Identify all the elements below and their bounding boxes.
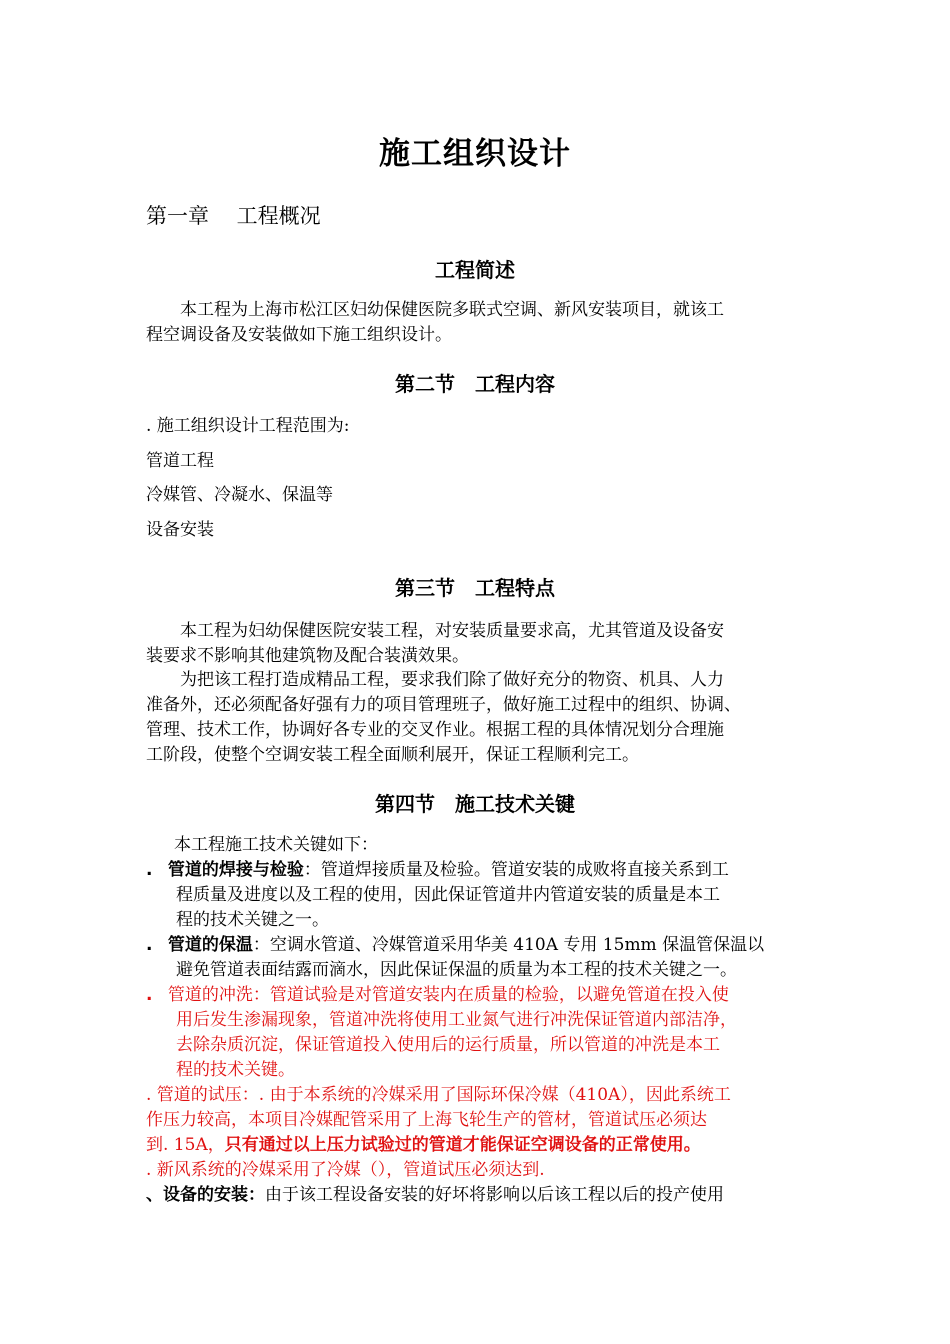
paragraph-line: 装要求不影响其他建筑物及配合装潢效果。 xyxy=(146,646,469,666)
paragraph-line: 工阶段，使整个空调安装工程全面顺利展开，保证工程顺利完工。 xyxy=(146,745,639,765)
list-item: . 管道的试压：. 由于本系统的冷媒采用了国际环保冷媒（410A），因此系统工 xyxy=(146,1085,731,1105)
paragraph-line: . 施工组织设计工程范围为: xyxy=(146,416,350,436)
section-heading-features: 第三节 工程特点 xyxy=(395,576,555,600)
paragraph-line: 本工程为妇幼保健医院安装工程，对安装质量要求高，尤其管道及设备安 xyxy=(180,621,724,641)
section-heading-overview: 工程简述 xyxy=(435,258,515,282)
paragraph-line: 为把该工程打造成精品工程，要求我们除了做好充分的物资、机具、人力 xyxy=(180,670,724,690)
item-text: ：管道焊接质量及检验。管道安装的成败将直接关系到工 xyxy=(303,860,729,880)
item-label: 管道的焊接与检验 xyxy=(167,860,304,880)
list-item xyxy=(146,983,729,1008)
paragraph-line: 管理、技术工作，协调好各专业的交叉作业。根据工程的具体情况划分合理施 xyxy=(146,720,724,740)
list-item: . 新风系统的冷媒采用了冷媒（），管道试压必须达到. xyxy=(146,1160,545,1180)
paragraph-line: 避免管道表面结露而滴水，因此保证保温的质量为本工程的技术关键之一。 xyxy=(176,960,737,980)
bullet: . xyxy=(146,985,153,1005)
item-emphasis: 只有通过以上压力试验过的管道才能保证空调设备的正常使用。 xyxy=(224,1135,701,1155)
chapter-heading: 第一章 工程概况 xyxy=(146,204,321,228)
paragraph-line: 程质量及进度以及工程的使用，因此保证管道井内管道安装的质量是本工 xyxy=(176,885,720,905)
bullet: . xyxy=(146,860,153,880)
paragraph-line: 作压力较高，本项目冷媒配管采用了上海飞轮生产的管材，管道试压必须达 xyxy=(146,1110,707,1130)
item-text: ：空调水管道、冷媒管道采用华美 410A 专用 15mm 保温管保温以 xyxy=(252,935,765,955)
list-item: 设备安装 xyxy=(146,520,214,540)
item-label: 、设备的安装： xyxy=(146,1185,265,1205)
item-text: 到. 15A， xyxy=(146,1135,225,1155)
list-item xyxy=(146,933,764,958)
paragraph-line xyxy=(146,1133,701,1158)
paragraph-line: 用后发生渗漏现象，管道冲洗将使用工业氮气进行冲洗保证管道内部洁净， xyxy=(176,1010,737,1030)
document-title: 施工组织设计 xyxy=(379,136,571,172)
item-label: 管道的保温 xyxy=(167,935,253,955)
paragraph-line: 准备外，还必须配备好强有力的项目管理班子，做好施工过程中的组织、协调、 xyxy=(146,695,741,715)
paragraph-line: 程的技术关键。 xyxy=(176,1060,295,1080)
paragraph-line: 本工程为上海市松江区妇幼保健医院多联式空调、新风安装项目，就该工 xyxy=(180,300,724,320)
list-item: 管道工程 xyxy=(146,451,214,471)
bullet: . xyxy=(146,935,153,955)
section-heading-key-tech: 第四节 施工技术关键 xyxy=(375,792,575,816)
paragraph-line: 程空调设备及安装做如下施工组织设计。 xyxy=(146,325,452,345)
paragraph-line: 去除杂质沉淀，保证管道投入使用后的运行质量，所以管道的冲洗是本工 xyxy=(176,1035,720,1055)
list-item xyxy=(146,858,729,883)
list-item: 冷媒管、冷凝水、保温等 xyxy=(146,485,333,505)
item-text: 管道的冲洗：管道试验是对管道安装内在质量的检验，以避免管道在投入使 xyxy=(167,985,729,1005)
list-item xyxy=(146,1183,724,1208)
paragraph-line: 程的技术关键之一。 xyxy=(176,910,329,930)
paragraph-line: 本工程施工技术关键如下： xyxy=(174,835,378,855)
item-text: 由于该工程设备安装的好坏将影响以后该工程以后的投产使用 xyxy=(265,1185,724,1205)
section-heading-content: 第二节 工程内容 xyxy=(395,372,555,396)
